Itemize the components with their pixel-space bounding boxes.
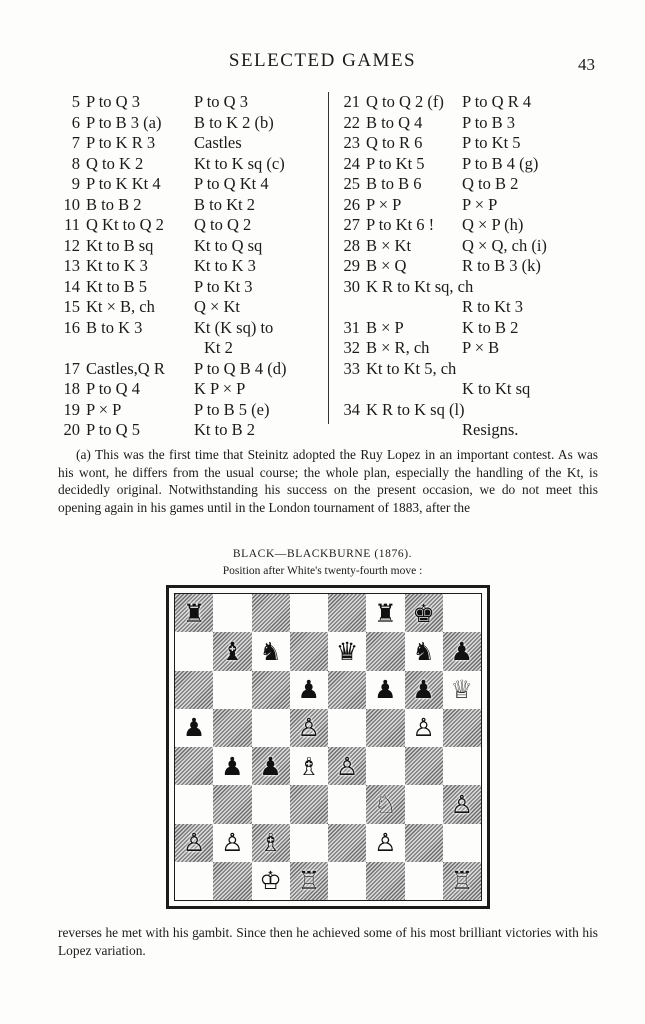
chess-piece: ♙	[450, 789, 474, 819]
white-move: Castles,Q R	[86, 358, 165, 378]
move-number: 13	[63, 256, 80, 275]
column-divider	[328, 92, 329, 424]
black-move: Kt 2	[204, 338, 233, 357]
board-square	[366, 747, 404, 785]
chess-piece: ♖	[450, 866, 474, 896]
board-square	[290, 862, 328, 900]
black-move: Castles	[194, 133, 242, 152]
chess-piece: ♛	[335, 636, 359, 666]
black-move: B to K 2 (b)	[194, 112, 274, 132]
move-row	[58, 277, 320, 298]
white-move: Kt to B 5	[86, 276, 147, 296]
black-move: R to B 3 (k)	[462, 256, 541, 275]
board-square	[213, 785, 251, 823]
note-a	[58, 446, 598, 516]
white-move: Q to K 2	[86, 153, 144, 173]
move-number: 8	[71, 153, 80, 173]
move-number: 23	[343, 133, 360, 152]
black-move: Q × Kt	[194, 297, 240, 316]
chess-piece: ♙	[221, 828, 244, 858]
chess-piece: ♚	[412, 598, 435, 628]
chess-piece: ♕	[450, 675, 474, 705]
note-a-text: (a) This was the first time that Steinitz adopted the Ruy Lopez in an important contest. As was his wont, he differs from the usual course; the whole plan, especially the handling of the Kt, is decidedly original. Notwithstanding his success on the present occasion, we do not meet this opening again in his games until in the London tournament of 1883, after the	[58, 447, 598, 515]
move-row	[58, 195, 320, 216]
running-head	[0, 50, 645, 74]
black-move: K to B 2	[462, 317, 519, 337]
moves-column-left	[58, 92, 320, 441]
black-move: Kt to K 3	[194, 256, 256, 275]
board-square	[213, 862, 251, 900]
board-square	[366, 671, 404, 709]
move-row	[338, 359, 606, 380]
board-square	[213, 709, 251, 747]
board-square	[443, 632, 481, 670]
move-number: 30	[343, 276, 360, 296]
move-row	[338, 256, 606, 277]
move-row	[338, 400, 606, 421]
chess-piece: ♜	[374, 598, 397, 628]
black-move: Kt (K sq) to	[194, 317, 274, 337]
black-move: K to Kt sq	[462, 379, 531, 398]
board-square	[290, 747, 328, 785]
black-move: Q to Q 2	[194, 215, 252, 234]
black-move: P × B	[462, 338, 500, 357]
board-square	[213, 632, 251, 670]
board-square	[366, 785, 404, 823]
diagram-caption: Position after White's twenty-fourth move :	[222, 565, 423, 577]
page-title: SELECTED GAMES	[228, 50, 417, 71]
black-move: K P × P	[194, 379, 246, 398]
closing-paragraph	[58, 924, 598, 959]
move-row	[58, 338, 320, 359]
black-move: P to B 5 (e)	[194, 399, 270, 419]
chess-piece: ♟	[450, 636, 474, 666]
white-move: B to B 2	[86, 194, 142, 214]
chess-board	[174, 593, 482, 901]
white-move: P to B 3 (a)	[86, 112, 162, 132]
white-move: P to K Kt 4	[86, 174, 161, 193]
black-move: P to B 4 (g)	[462, 153, 539, 173]
chess-piece: ♟	[412, 675, 435, 705]
white-move: P to Q 3	[86, 92, 140, 111]
board-square	[366, 709, 404, 747]
board-square	[443, 785, 481, 823]
board-square	[213, 824, 251, 862]
chess-piece: ♝	[221, 636, 244, 666]
board-square	[290, 632, 328, 670]
board-square	[405, 594, 443, 632]
move-number: 16	[63, 317, 80, 337]
move-row	[58, 318, 320, 339]
move-row	[58, 154, 320, 175]
board-square	[328, 785, 366, 823]
move-number: 14	[63, 276, 80, 296]
moves-column-right	[338, 92, 606, 441]
chess-piece: ♙	[182, 828, 206, 858]
move-number: 31	[343, 317, 360, 337]
black-move: P to Q 3	[194, 92, 248, 111]
move-row	[338, 133, 606, 154]
board-square	[213, 594, 251, 632]
white-move: Q to R 6	[366, 133, 423, 152]
chess-piece: ♟	[259, 751, 282, 781]
move-number: 15	[63, 297, 80, 316]
board-square	[252, 862, 290, 900]
move-row	[338, 113, 606, 134]
board-square	[328, 747, 366, 785]
move-number: 9	[71, 174, 80, 193]
white-move: Q to Q 2 (f)	[366, 92, 444, 111]
move-row	[58, 113, 320, 134]
board-square	[175, 632, 213, 670]
white-move: P to Kt 6 !	[366, 215, 435, 234]
chess-piece: ♟	[221, 751, 244, 781]
board-square	[443, 862, 481, 900]
black-move: P to Q B 4 (d)	[194, 358, 287, 378]
board-square	[328, 862, 366, 900]
board-square	[405, 862, 443, 900]
board-square	[175, 747, 213, 785]
white-move: B × P	[366, 317, 404, 337]
white-move: Kt to K 3	[86, 256, 148, 275]
chess-piece: ♞	[412, 636, 435, 666]
chess-piece: ♘	[374, 789, 397, 819]
board-square	[252, 632, 290, 670]
chess-piece: ♜	[182, 598, 206, 628]
move-number: 10	[63, 194, 80, 214]
chess-piece: ♙	[412, 713, 435, 743]
board-square	[175, 671, 213, 709]
board-square	[328, 594, 366, 632]
move-number: 11	[64, 215, 80, 234]
board-square	[290, 824, 328, 862]
white-move: Q Kt to Q 2	[86, 215, 164, 234]
white-move: Kt × B, ch	[86, 297, 155, 316]
chess-piece: ♗	[297, 751, 321, 781]
move-row	[338, 318, 606, 339]
board-square	[328, 824, 366, 862]
white-move: K R to K sq (l)	[366, 399, 465, 419]
chess-piece: ♔	[259, 866, 282, 896]
black-move: Resigns.	[462, 420, 519, 439]
board-square	[366, 824, 404, 862]
move-row	[338, 420, 606, 441]
chess-piece: ♙	[335, 751, 359, 781]
move-row	[58, 236, 320, 257]
black-move: Kt to Q sq	[194, 235, 263, 255]
white-move: Kt to Kt 5, ch	[366, 358, 457, 378]
chess-piece: ♙	[297, 713, 321, 743]
board-square	[405, 747, 443, 785]
board-square	[290, 594, 328, 632]
move-number: 20	[63, 420, 80, 439]
move-row	[58, 133, 320, 154]
move-row	[338, 236, 606, 257]
board-square	[366, 862, 404, 900]
board-square	[175, 709, 213, 747]
white-move: P to Kt 5	[366, 153, 425, 173]
board-square	[405, 709, 443, 747]
page-number: 43	[578, 55, 595, 74]
black-move: Q to B 2	[462, 174, 519, 193]
move-number: 19	[63, 399, 80, 419]
white-move: B to Q 4	[366, 112, 423, 132]
move-row	[58, 92, 320, 113]
move-row	[58, 359, 320, 380]
game-score	[58, 92, 603, 439]
move-row	[58, 400, 320, 421]
move-number: 18	[63, 379, 80, 398]
white-move: B to K 3	[86, 317, 143, 337]
board-square	[175, 862, 213, 900]
move-row	[338, 154, 606, 175]
chess-piece: ♟	[182, 713, 206, 743]
move-row	[58, 215, 320, 236]
move-row	[338, 379, 606, 400]
black-move: Kt to K sq (c)	[194, 153, 285, 173]
board-square	[175, 824, 213, 862]
board-square	[443, 747, 481, 785]
white-move: P to K R 3	[86, 133, 156, 152]
white-move: Kt to B sq	[86, 235, 154, 255]
move-row	[338, 297, 606, 318]
black-move: Kt to B 2	[194, 420, 255, 439]
board-square	[366, 632, 404, 670]
board-square	[405, 671, 443, 709]
move-row	[338, 338, 606, 359]
move-row	[338, 277, 606, 298]
move-number: 22	[343, 112, 360, 132]
white-move: P × P	[86, 399, 122, 419]
chess-piece: ♙	[374, 828, 397, 858]
chess-piece: ♖	[297, 866, 321, 896]
white-move: B × Kt	[366, 235, 412, 255]
white-move: P to Q 5	[86, 420, 140, 439]
move-row	[338, 195, 606, 216]
black-move: P to Kt 3	[194, 276, 253, 296]
move-number: 34	[343, 399, 360, 419]
move-number: 29	[343, 256, 360, 275]
chess-diagram	[166, 585, 490, 909]
white-move: B × Q	[366, 256, 407, 275]
black-move: P × P	[462, 194, 498, 214]
board-square	[366, 594, 404, 632]
move-row	[338, 215, 606, 236]
board-square	[290, 785, 328, 823]
move-number: 6	[71, 112, 80, 132]
chess-piece: ♗	[259, 828, 282, 858]
board-square	[328, 671, 366, 709]
board-square	[328, 709, 366, 747]
move-row	[58, 256, 320, 277]
move-number: 27	[343, 215, 360, 234]
chess-piece: ♟	[297, 675, 321, 705]
move-row	[58, 297, 320, 318]
board-square	[252, 709, 290, 747]
white-move: B × R, ch	[366, 338, 430, 357]
board-square	[213, 671, 251, 709]
move-number: 5	[71, 92, 80, 111]
move-number: 24	[343, 153, 360, 173]
move-number: 21	[343, 92, 360, 111]
move-number: 7	[71, 133, 80, 152]
white-move: P to Q 4	[86, 379, 140, 398]
black-move: P to B 3	[462, 112, 516, 132]
board-square	[213, 747, 251, 785]
move-row	[58, 174, 320, 195]
board-square	[443, 671, 481, 709]
black-move: R to Kt 3	[462, 297, 523, 316]
board-square	[443, 824, 481, 862]
black-move: Q × P (h)	[462, 215, 524, 234]
board-square	[443, 709, 481, 747]
move-row	[58, 379, 320, 400]
move-row	[58, 420, 320, 441]
move-number: 17	[63, 358, 80, 378]
black-move: P to Q R 4	[462, 92, 532, 111]
closing-text: reverses he met with his gambit. Since then he achieved some of his most brilliant victories with his Lopez variation.	[58, 925, 598, 958]
move-number: 33	[343, 358, 360, 378]
black-move: P to Q Kt 4	[194, 174, 269, 193]
black-move: P to Kt 5	[462, 133, 521, 152]
move-number: 25	[343, 174, 360, 193]
board-square	[405, 785, 443, 823]
white-move: P × P	[366, 194, 402, 214]
board-square	[290, 709, 328, 747]
board-square	[252, 594, 290, 632]
board-square	[252, 824, 290, 862]
board-square	[328, 632, 366, 670]
white-move: K R to Kt sq, ch	[366, 276, 474, 296]
board-square	[405, 632, 443, 670]
black-move: B to Kt 2	[194, 194, 255, 214]
diagram-title: BLACK—BLACKBURNE (1876).	[232, 548, 413, 560]
board-square	[175, 594, 213, 632]
move-number: 28	[343, 235, 360, 255]
board-square	[443, 594, 481, 632]
move-row	[338, 92, 606, 113]
move-row	[338, 174, 606, 195]
move-number: 32	[343, 338, 360, 357]
board-square	[175, 785, 213, 823]
move-number: 26	[343, 194, 360, 214]
board-square	[405, 824, 443, 862]
chess-piece: ♟	[374, 675, 397, 705]
chess-piece: ♞	[259, 636, 282, 666]
board-square	[252, 671, 290, 709]
board-square	[290, 671, 328, 709]
board-square	[252, 785, 290, 823]
board-square	[252, 747, 290, 785]
move-number: 12	[63, 235, 80, 255]
black-move: Q × Q, ch (i)	[462, 235, 547, 255]
white-move: B to B 6	[366, 174, 422, 193]
